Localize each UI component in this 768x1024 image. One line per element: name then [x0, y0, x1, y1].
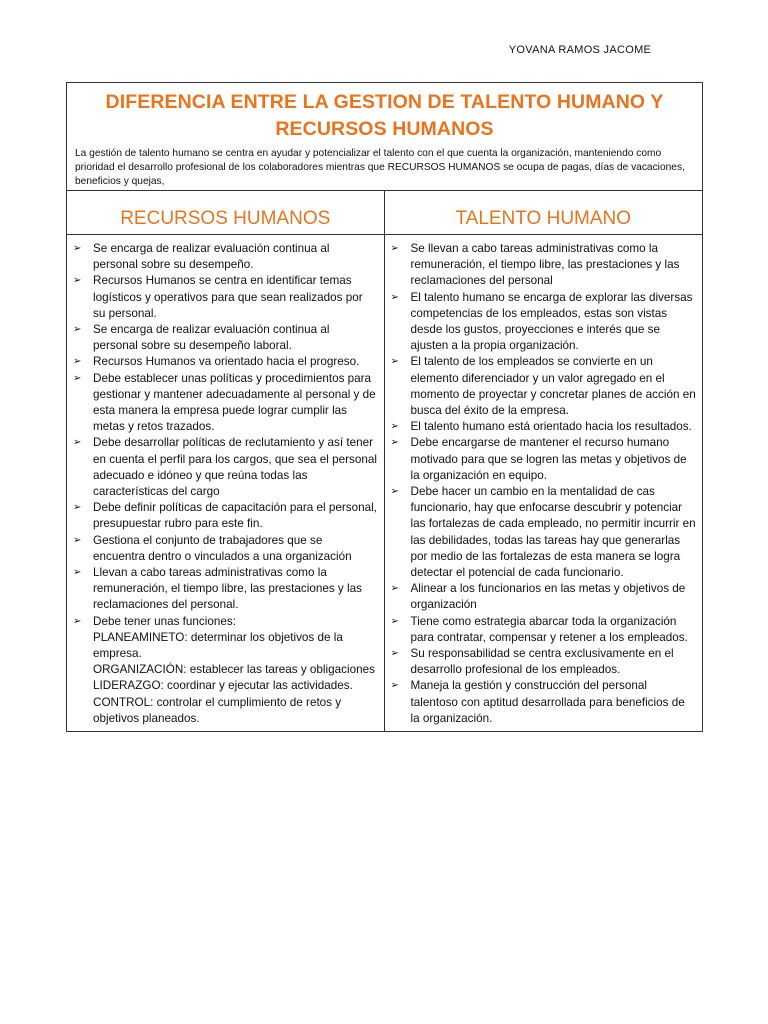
list-item: ➢ Tiene como estrategia abarcar toda la organización para contratar, compensar y retener a los empleados.	[390, 614, 688, 644]
column-talento-humano	[385, 191, 703, 731]
list-item: ➢ Debe establecer unas políticas y procedimientos para gestionar y mantener adecuadamente al personal y de esta manera la empresa puede lograr cumplir las metas y retos trazados.	[73, 371, 376, 434]
arrow-bullet-icon: ➢	[73, 502, 82, 514]
list-item: ➢ Debe hacer un cambio en la mentalidad de cas funcionario, hay que enfocarse descubrir y potenciar las fortalezas de cada empleado, no permitir incurrir en las debilidades, todas las tareas hay que generarlas por medio de las fortalezas de esta manera se logra detectar el potencial de cada funcionario.	[390, 485, 696, 580]
arrow-bullet-icon: ➢	[73, 372, 82, 384]
arrow-bullet-icon: ➢	[390, 583, 399, 595]
arrow-bullet-icon: ➢	[390, 486, 399, 498]
column-recursos-humanos	[67, 191, 385, 731]
arrow-bullet-icon: ➢	[390, 291, 399, 303]
function-control: CONTROL: controlar el cumplimiento de retos y objetivos planeados.	[93, 695, 342, 725]
arrow-bullet-icon: ➢	[73, 534, 82, 546]
list-item: ➢ Recursos Humanos va orientado hacia el progreso.	[73, 355, 360, 369]
comparison-table	[66, 82, 703, 732]
column-heading-left: RECURSOS HUMANOS	[67, 191, 384, 235]
list-item: ➢ Maneja la gestión y construcción del personal talentoso con aptitud desarrollada para beneficios de la organización.	[390, 679, 685, 725]
function-planeamiento: PLANEAMINETO: determinar los objetivos de la empresa.	[93, 630, 343, 661]
arrow-bullet-icon: ➢	[73, 243, 82, 254]
arrow-bullet-icon: ➢	[390, 356, 399, 368]
list-item: ➢ Llevan a cabo tareas administrativas como la remuneración, el tiempo libre, las prestaciones y las reclamaciones del personal.	[73, 566, 362, 612]
list-item: ➢ El talento de los empleados se convierte en un elemento diferenciador y un valor agregado en el momento de proyectar y concretar planes de acción en busca del éxito de la empresa.	[390, 355, 696, 418]
list-item: ➢ Su responsabilidad se centra exclusivamente en el desarrollo profesional de los empleados.	[390, 647, 674, 677]
list-item-functions	[71, 614, 378, 727]
function-liderazgo: LIDERAZGO: coordinar y ejecutar las actividades.	[93, 679, 353, 693]
function-organizacion: ORGANIZACIÓN: establecer las tareas y obligaciones	[93, 663, 375, 677]
list-item: ➢ Debe encargarse de mantener el recurso humano motivado para que se logren las metas y objetivos de la organización en equipo.	[390, 436, 687, 482]
list-item: ➢ Se encarga de realizar evaluación continua al personal sobre su desempeño.	[73, 242, 330, 272]
arrow-bullet-icon: ➢	[390, 680, 399, 692]
arrow-bullet-icon: ➢	[73, 437, 82, 449]
list-item: ➢ Alinear a los funcionarios en las metas y objetivos de organización	[390, 582, 686, 612]
list-item: ➢ El talento humano se encarga de explorar las diversas competencias de los empleados, estas son vistas desde los gustos, proyecciones e interés que se ajusten a la propia organización.	[390, 290, 693, 353]
arrow-bullet-icon: ➢	[390, 243, 399, 254]
column-heading-right: TALENTO HUMANO	[385, 191, 703, 235]
list-item: ➢ El talento humano está orientado hacia los resultados.	[390, 420, 692, 434]
document-title: DIFERENCIA ENTRE LA GESTION DE TALENTO HUMANO Y RECURSOS HUMANOS	[105, 91, 664, 140]
arrow-bullet-icon: ➢	[390, 421, 399, 433]
arrow-bullet-icon: ➢	[73, 275, 82, 287]
arrow-bullet-icon: ➢	[73, 615, 82, 627]
list-item: ➢ Se encarga de realizar evaluación continua al personal sobre su desempeño laboral.	[73, 323, 330, 353]
arrow-bullet-icon: ➢	[390, 648, 399, 660]
list-item: ➢ Se llevan a cabo tareas administrativas como la remuneración, el tiempo libre, las prestaciones y las reclamaciones del personal	[390, 242, 680, 288]
list-item: ➢ Recursos Humanos se centra en identificar temas logísticos y operativos para que sean realizados por su personal.	[73, 274, 363, 320]
arrow-bullet-icon: ➢	[390, 615, 399, 627]
list-item: ➢ Debe definir políticas de capacitación para el personal, presupuestar rubro para este fin.	[73, 501, 377, 531]
arrow-bullet-icon: ➢	[73, 567, 82, 579]
list-item: ➢ Debe desarrollar políticas de reclutamiento y así tener en cuenta el perfil para los cargos, que sea el personal adecuado e idóneo y que reúna todas las características del cargo	[73, 436, 377, 499]
table-header	[67, 83, 702, 191]
list-recursos-humanos	[67, 235, 384, 731]
author-name: YOVANA RAMOS JACOME	[508, 44, 652, 56]
intro-paragraph: La gestión de talento humano se centra en ayudar y potencializar el talento con el que cuenta la organización, manteniendo como prioridad el desarrollo profesional de los colaboradores mientras que RECURSOS HUMANOS se ocupa de pagas, días de vacaciones, beneficios y quejas,	[75, 148, 685, 187]
arrow-bullet-icon: ➢	[390, 437, 399, 449]
list-item: ➢ Gestiona el conjunto de trabajadores que se encuentra dentro o vinculados a una organización	[73, 533, 352, 563]
columns	[67, 191, 702, 731]
functions-lead: Debe tener unas funciones:	[93, 614, 236, 628]
arrow-bullet-icon: ➢	[73, 356, 82, 368]
list-talento-humano	[385, 235, 703, 731]
arrow-bullet-icon: ➢	[73, 324, 82, 336]
